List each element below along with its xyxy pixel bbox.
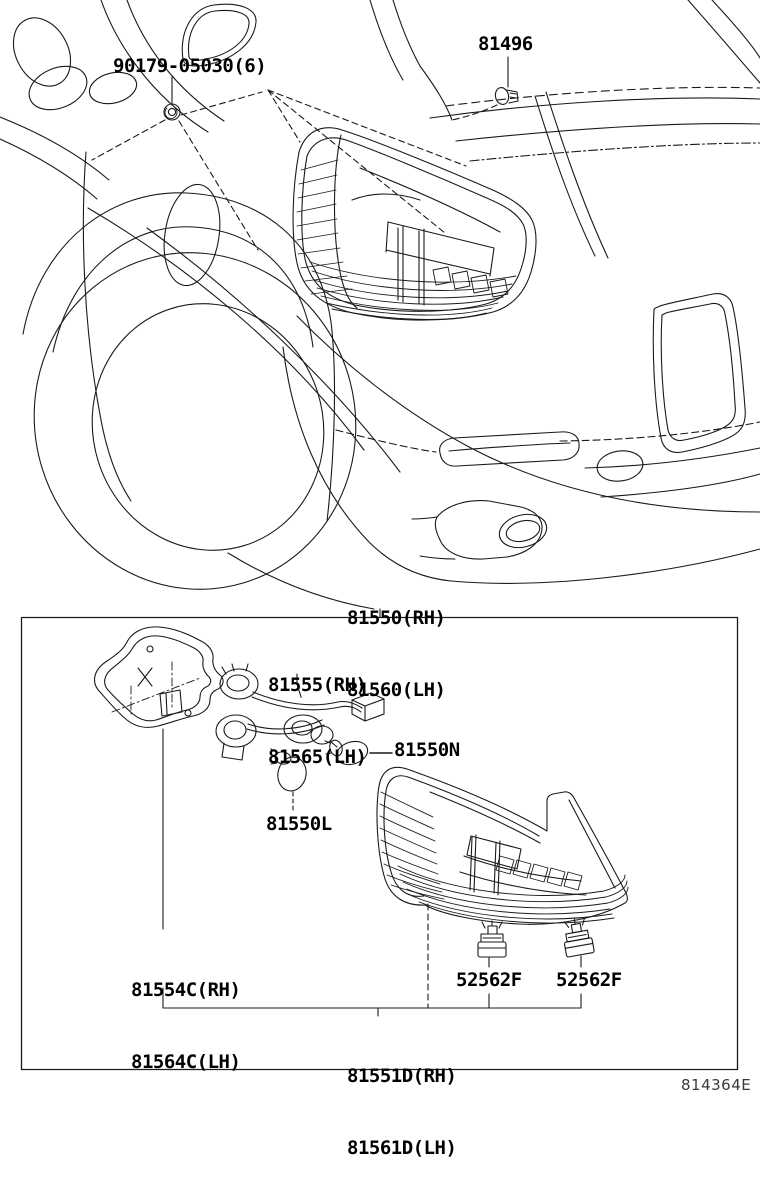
callout-clip-right-label: 52562F	[556, 969, 622, 991]
callout-gasket-label	[131, 930, 240, 1098]
gasket-part	[95, 627, 224, 727]
retainer-clip-icon-right	[561, 917, 595, 957]
lens-body-lh: 81561D(LH)	[347, 1137, 457, 1159]
nut-icon	[164, 104, 180, 120]
callout-socket-wire-label	[268, 625, 366, 793]
lamp-lens-part	[377, 767, 628, 924]
callout-bulb-outer-label: 81550N	[394, 739, 460, 761]
license-plate-recess	[653, 294, 745, 453]
exhaust-pipe	[412, 501, 550, 559]
lamp-assembly-lh: 81560(LH)	[347, 679, 446, 701]
callout-screw-label: 81496	[478, 33, 533, 55]
gasket-lh: 81564C(LH)	[131, 1051, 241, 1073]
socket-wire-lh: 81565(LH)	[268, 746, 367, 768]
callout-bulb-inner-label: 81550L	[266, 813, 332, 835]
gasket-rh: 81554C(RH)	[131, 979, 241, 1001]
diagram-code: 814364E	[681, 1076, 752, 1094]
callout-lens-body-label	[347, 1016, 456, 1184]
retainer-clip-icon-left	[478, 921, 506, 957]
lens-body-rh: 81551D(RH)	[347, 1065, 457, 1087]
socket-wire-rh: 81555(RH)	[268, 674, 367, 696]
screw-clip-icon	[494, 86, 518, 105]
lamp-assembly-rh: 81550(RH)	[347, 607, 446, 629]
callout-nut-label: 90179-05030(6)	[113, 55, 267, 77]
callout-clip-left-label: 52562F	[456, 969, 522, 991]
tail-lamp-on-car	[293, 128, 536, 320]
